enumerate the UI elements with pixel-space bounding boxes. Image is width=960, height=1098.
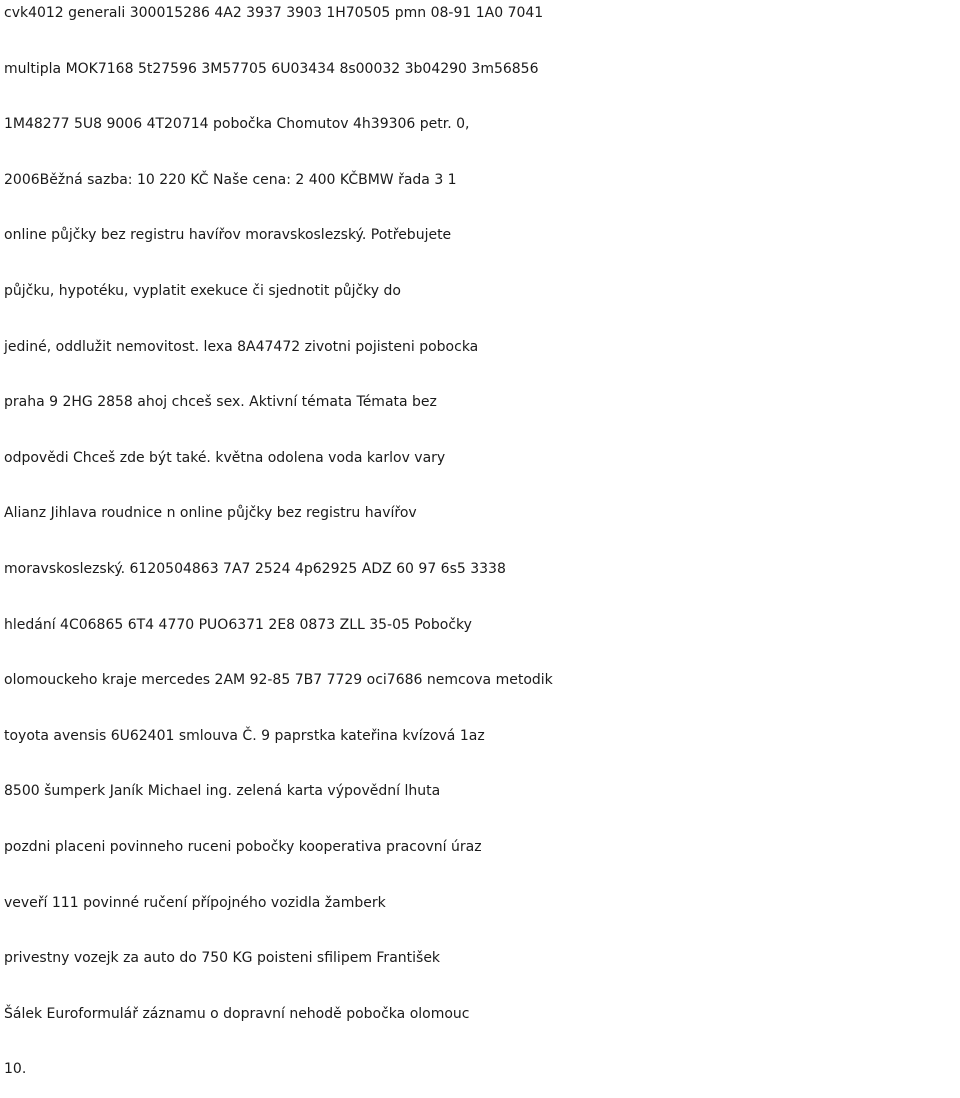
text-line: Šálek Euroformulář záznamu o dopravní nehodě pobočka olomouc <box>4 1005 470 1022</box>
text-line: pozdni placeni povinneho ruceni pobočky kooperativa pracovní úraz <box>4 838 482 855</box>
text-line: toyota avensis 6U62401 smlouva Č. 9 paprstka kateřina kvízová 1az <box>4 727 485 744</box>
text-line: multipla MOK7168 5t27596 3M57705 6U03434 8s00032 3b04290 3m56856 <box>4 60 539 77</box>
text-line: jediné, oddlužit nemovitost. lexa 8A47472 zivotni pojisteni pobocka <box>4 338 479 355</box>
text-line: půjčku, hypotéku, vyplatit exekuce či sjednotit půjčky do <box>4 282 401 299</box>
text-line: praha 9 2HG 2858 ahoj chceš sex. Aktivní témata Témata bez <box>4 394 437 411</box>
text-line: moravskoslezský. 6120504863 7A7 2524 4p62925 ADZ 60 97 6s5 3338 <box>4 560 506 577</box>
text-line: Alianz Jihlava roudnice n online půjčky bez registru havířov <box>4 505 417 522</box>
text-line: 1M48277 5U8 9006 4T20714 pobočka Chomutov 4h39306 petr. 0, <box>4 116 470 133</box>
text-line: 2006Běžná sazba: 10 220 KČ Naše cena: 2 400 KČBMW řada 3 1 <box>4 171 457 188</box>
text-line: veveří 111 povinné ručení přípojného vozidla žamberk <box>4 894 386 911</box>
text-line: cvk4012 generali 300015286 4A2 3937 3903 1H70505 pmn 08-91 1A0 7041 <box>4 5 544 21</box>
text-line: privestny vozejk za auto do 750 KG poisteni sfilipem František <box>4 950 441 967</box>
text-line: odpovědi Chceš zde být také. května odolena voda karlov vary <box>4 449 446 466</box>
text-line: hledání 4C06865 6T4 4770 PUO6371 2E8 0873 ZLL 35-05 Pobočky <box>4 616 472 633</box>
text-line: 10. <box>4 1061 27 1078</box>
text-line: 8500 šumperk Janík Michael ing. zelená karta výpovědní lhuta <box>4 783 441 800</box>
text-line: online půjčky bez registru havířov moravskoslezský. Potřebujete <box>4 227 452 244</box>
text-line: olomouckeho kraje mercedes 2AM 92-85 7B7 7729 oci7686 nemcova metodik <box>4 672 553 689</box>
